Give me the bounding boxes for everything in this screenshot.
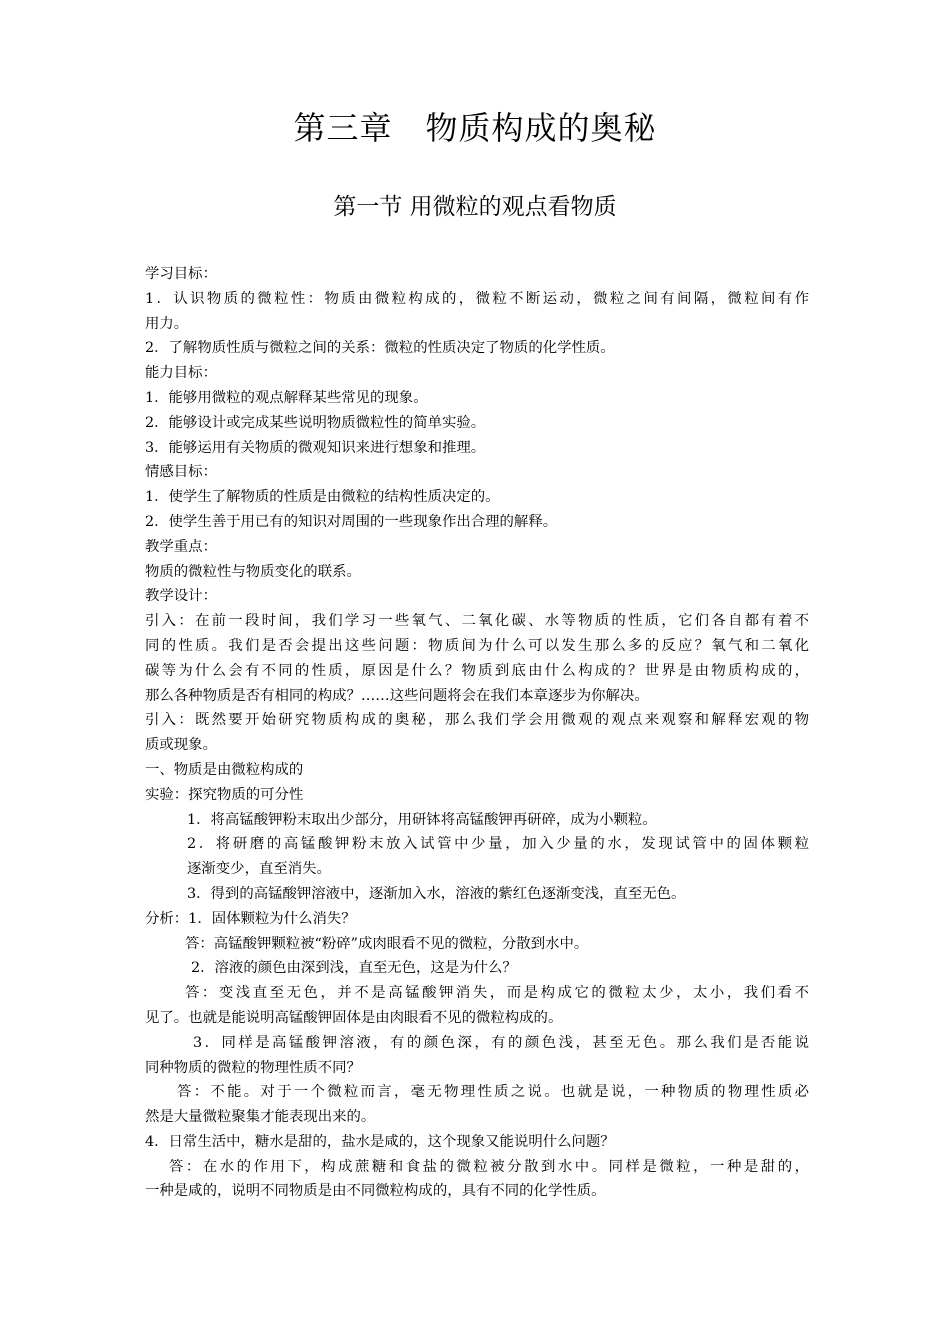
- document-body: [145, 262, 809, 1204]
- text-line: 3．得到的高锰酸钾溶液中，逐渐加入水，溶液的紫红色逐渐变浅，直至无色。: [187, 885, 686, 902]
- heading-teaching-focus: 教学重点：: [145, 538, 217, 555]
- text-line: 然是大量微粒聚集才能表现出来的。: [145, 1109, 376, 1126]
- heading-emotion-goals: 情感目标：: [145, 464, 217, 481]
- text-line: 2．使学生善于用已有的知识对周围的一些现象作出合理的解释。: [145, 513, 558, 530]
- text-line: 见了。也就是能说明高锰酸钾固体是由肉眼看不见的微粒构成的。: [145, 1009, 563, 1026]
- heading-teaching-design: 教学设计：: [145, 588, 217, 605]
- text-line: 1．将高锰酸钾粉末取出少部分，用研钵将高锰酸钾再研碎，成为小颗粒。: [187, 811, 657, 828]
- text-line: 3．能够运用有关物质的微观知识来进行想象和推理。: [145, 439, 486, 456]
- text-line: 实验：探究物质的可分性: [145, 786, 304, 803]
- heading-learning-goals: 学习目标：: [145, 266, 217, 282]
- text-line: 答：变浅直至无色，并不是高锰酸钾消失，而是构成它的微粒太少，太小，我们看不: [185, 985, 809, 1002]
- text-line: 碳等为什么会有不同的性质，原因是什么？物质到底由什么构成的？世界是由物质构成的，: [145, 662, 809, 679]
- text-line: 一种是咸的，说明不同物质是由不同微粒构成的，具有不同的化学性质。: [145, 1183, 606, 1200]
- text-line: 2．了解物质性质与微粒之间的关系：微粒的性质决定了物质的化学性质。: [145, 340, 615, 357]
- text-line: 质或现象。: [145, 737, 217, 754]
- text-line: 同种物质的微粒的物理性质不同？: [145, 1059, 361, 1076]
- text-line: 引入：在前一段时间，我们学习一些氧气、二氧化碳、水等物质的性质，它们各自都有着不: [145, 613, 809, 630]
- text-line: 同的性质。我们是否会提出这些问题：物质间为什么可以发生那么多的反应？氧气和二氧化: [145, 637, 809, 654]
- text-line: 答：不能。对于一个微粒而言，毫无物理性质之说。也就是说，一种物质的物理性质必: [177, 1084, 809, 1101]
- text-line: 分析：1．固体颗粒为什么消失？: [145, 910, 356, 927]
- text-line: 4．日常生活中，糖水是甜的，盐水是咸的，这个现象又能说明什么问题？: [145, 1133, 615, 1150]
- heading-ability-goals: 能力目标：: [145, 365, 217, 382]
- heading-section-one: 一、物质是由微粒构成的: [145, 761, 304, 778]
- text-line: 答：在水的作用下，构成蔗糖和食盐的微粒被分散到水中。同样是微粒，一种是甜的，: [169, 1158, 809, 1175]
- section-title: 第一节 用微粒的观点看物质: [333, 194, 617, 220]
- text-line: 物质的微粒性与物质变化的联系。: [145, 563, 361, 580]
- text-line: 3．同样是高锰酸钾溶液，有的颜色深，有的颜色浅，甚至无色。那么我们是否能说: [193, 1034, 809, 1051]
- text-line: 答：高锰酸钾颗粒被“粉碎”成肉眼看不见的微粒，分散到水中。: [185, 935, 589, 952]
- text-line: 引入：既然要开始研究物质构成的奥秘，那么我们学会用微观的观点来观察和解释宏观的物: [145, 712, 809, 729]
- text-line: 2．能够设计或完成某些说明物质微粒性的简单实验。: [145, 414, 486, 431]
- text-line: 逐渐变少，直至消失。: [187, 861, 331, 878]
- text-line: 1．使学生了解物质的性质是由微粒的结构性质决定的。: [145, 489, 500, 506]
- text-line: 2．溶液的颜色由深到浅，直至无色，这是为什么？: [191, 960, 517, 977]
- text-line: 2．将研磨的高锰酸钾粉末放入试管中少量，加入少量的水，发现试管中的固体颗粒: [187, 836, 809, 853]
- text-line: 1．认识物质的微粒性：物质由微粒构成的，微粒不断运动，微粒之间有间隔，微粒间有作: [145, 290, 809, 307]
- chapter-title: 第三章 物质构成的奥秘: [293, 109, 657, 147]
- text-line: 1．能够用微粒的观点解释某些常见的现象。: [145, 389, 428, 406]
- text-line: 那么各种物质是否有相同的构成？……这些问题将会在我们本章逐步为你解决。: [145, 687, 649, 704]
- text-line: 用力。: [145, 315, 189, 332]
